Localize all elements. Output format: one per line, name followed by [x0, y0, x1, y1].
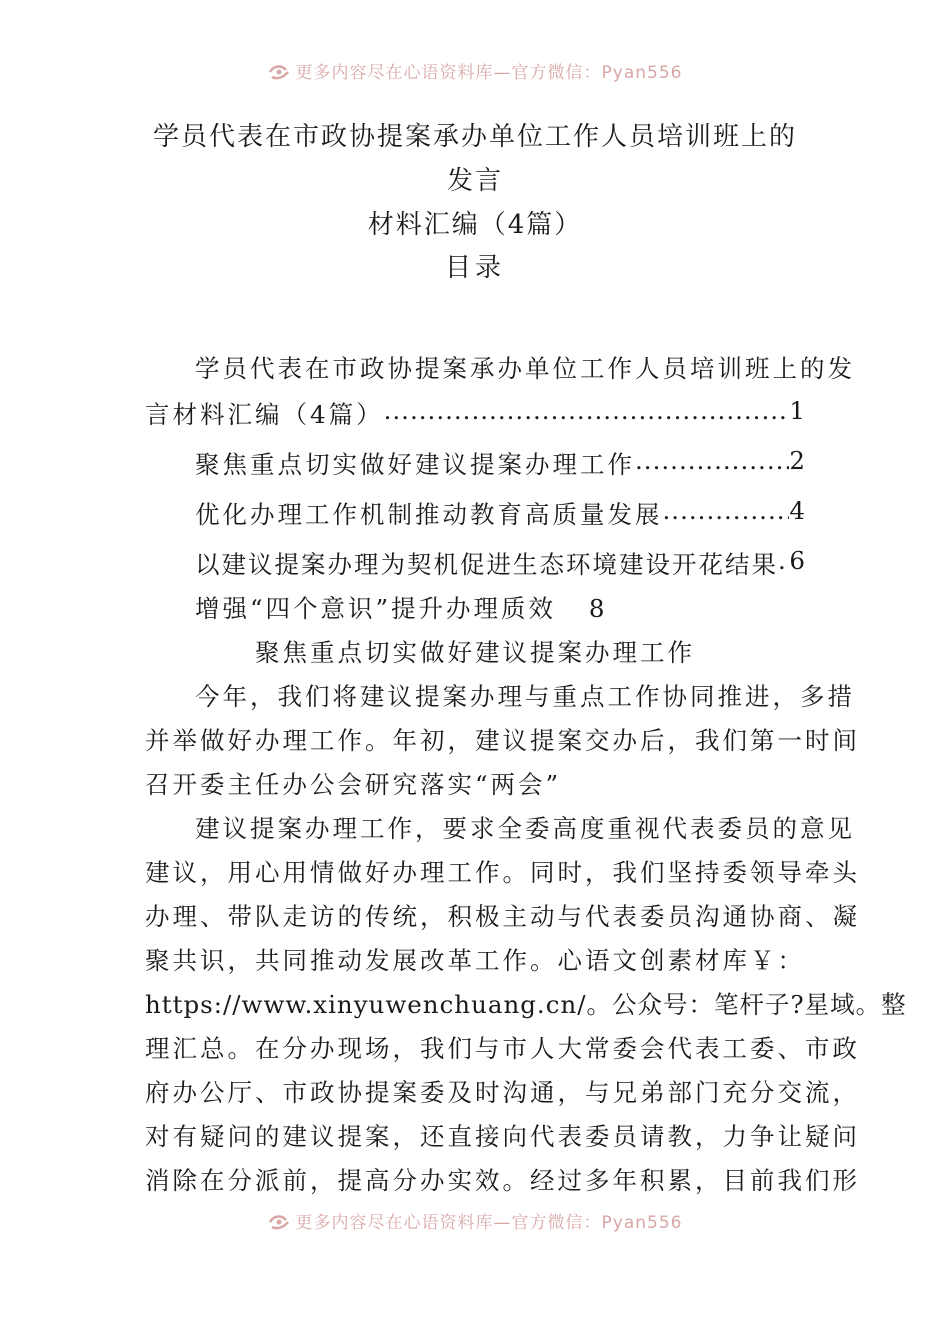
watermark-logo-icon [268, 63, 290, 81]
toc-leader-dots [778, 546, 789, 581]
article-line: 并举做好办理工作。年初，建议提案交办后，我们第一时间 [145, 726, 860, 755]
toc-entry-3[interactable] [195, 496, 805, 531]
toc-entry-1[interactable] [145, 396, 805, 431]
article-line: https://www.xinyuwenchuang.cn/。公众号：笔杆子?星域。整 [145, 990, 907, 1019]
article-line: 理汇总。在分办现场，我们与市人大常委会代表工委、市政 [145, 1034, 860, 1063]
toc-leader-dots [635, 446, 789, 481]
toc-entry-page: 8 [588, 594, 605, 623]
article-line: 办理、带队走访的传统，积极主动与代表委员沟通协商、凝 [145, 902, 860, 931]
toc-entry-1-page: 1 [789, 396, 805, 425]
article-line: 召开委主任办公会研究落实“两会” [145, 770, 562, 799]
watermark-logo-icon [268, 1213, 290, 1231]
toc-leader-dots [384, 396, 790, 431]
watermark-bottom [0, 1208, 950, 1233]
toc-entry-label: 以建议提案办理为契机促进生态环境建设开花结果 [195, 550, 778, 579]
document-title [145, 115, 805, 247]
toc-entry-page: 4 [789, 496, 805, 525]
title-line-2: 材料汇编（4篇） [367, 210, 583, 240]
article-line: 消除在分派前，提高分办实效。经过多年积累，目前我们形 [145, 1166, 860, 1195]
article-line: 对有疑问的建议提案，还直接向代表委员请教，力争让疑问 [145, 1122, 860, 1151]
article-line: 府办公厅、市政协提案委及时沟通，与兄弟部门充分交流， [145, 1078, 860, 1107]
watermark-text: 更多内容尽在心语资料库—官方微信：Pyan556 [295, 1213, 683, 1233]
watermark-text: 更多内容尽在心语资料库—官方微信：Pyan556 [295, 63, 683, 83]
article-line: 建议提案办理工作，要求全委高度重视代表委员的意见 [195, 814, 855, 843]
toc-heading: 目录 [444, 253, 505, 283]
watermark-top [0, 58, 950, 83]
toc-entry-label: 优化办理工作机制推动教育高质量发展 [195, 500, 663, 529]
toc-entry-label: 聚焦重点切实做好建议提案办理工作 [195, 450, 635, 479]
toc-leader-dots [663, 496, 790, 531]
toc-entry-4[interactable] [195, 546, 805, 581]
article-line: 今年，我们将建议提案办理与重点工作协同推进，多措 [195, 682, 855, 711]
toc-entry-page: 6 [789, 546, 805, 575]
toc-entry-5[interactable] [195, 590, 604, 625]
article-line: 建议，用心用情做好办理工作。同时，我们坚持委领导牵头 [145, 858, 860, 887]
toc-entry-page: 2 [789, 446, 805, 475]
article-line: 聚共识，共同推动发展改革工作。心语文创素材库￥： [145, 946, 805, 975]
toc-entry-1-line-2: 言材料汇编（4篇） [145, 400, 384, 429]
toc-entry-label: 增强“四个意识”提升办理质效 [195, 594, 557, 623]
article-heading: 聚焦重点切实做好建议提案办理工作 [255, 638, 695, 667]
title-line-1: 学员代表在市政协提案承办单位工作人员培训班上的发言 [152, 122, 797, 196]
toc-entry-2[interactable] [195, 446, 805, 481]
toc-entry-1-line-1: 学员代表在市政协提案承办单位工作人员培训班上的发 [195, 354, 855, 383]
